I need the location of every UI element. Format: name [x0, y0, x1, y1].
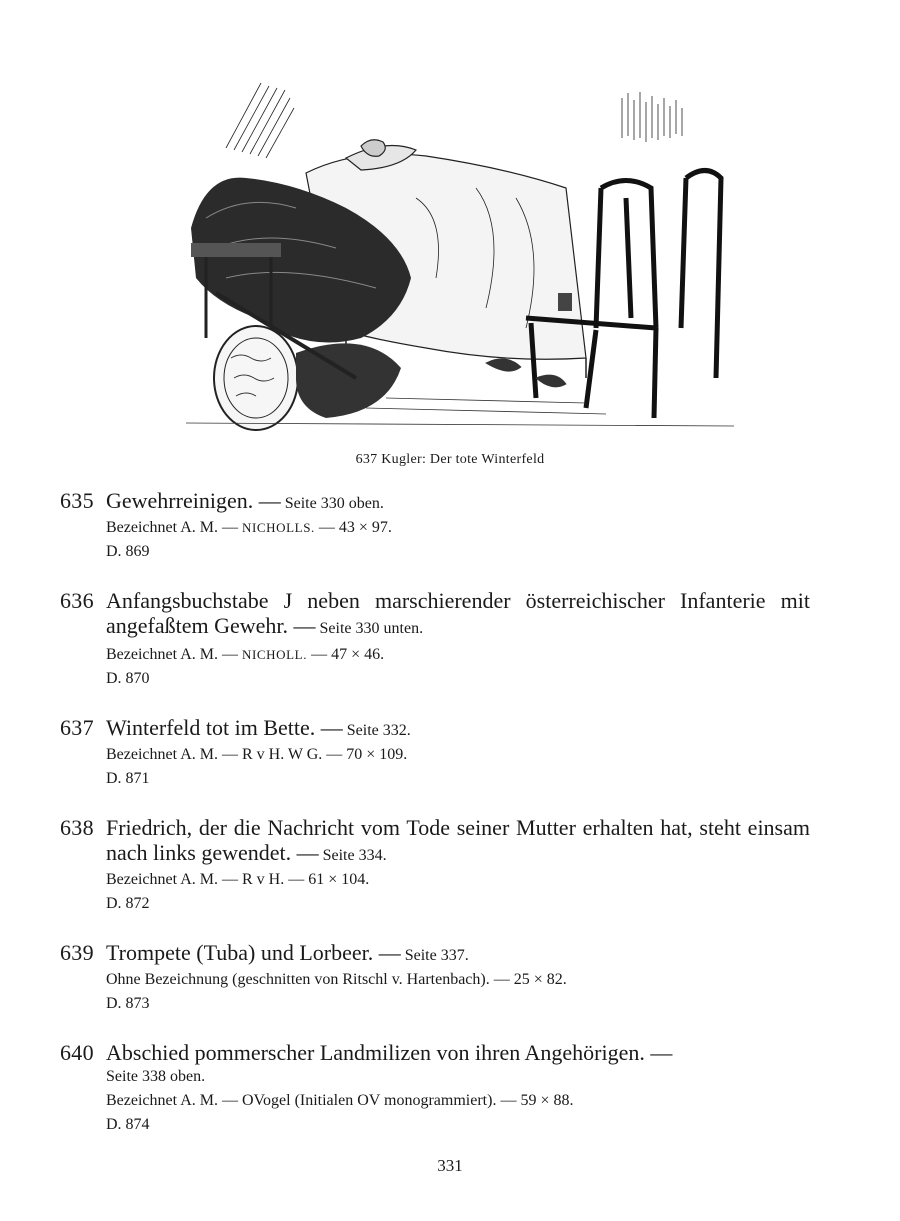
catalog-entry-639 — [60, 940, 810, 1016]
entry-reference: D. 869 — [106, 543, 150, 560]
entry-signature: Ohne Bezeichnung (geschnitten von Ritschl v. Hartenbach). — 25 × 82. — [106, 971, 567, 988]
engraving-dead-winterfeld — [186, 78, 734, 440]
entry-page-ref: Seite 338 oben. — [106, 1068, 206, 1085]
entry-reference: D. 871 — [106, 770, 150, 787]
entry-title: Winterfeld tot im Bette. — — [106, 715, 343, 740]
entry-reference: D. 870 — [106, 670, 150, 687]
wall-hatching — [226, 83, 682, 158]
cup — [558, 293, 572, 311]
entry-reference: D. 874 — [106, 1116, 150, 1133]
entry-title: Gewehrreinigen. — — [106, 488, 281, 513]
entry-number: 635 — [60, 488, 94, 513]
entry-page-ref: Seite 334. — [318, 847, 387, 864]
entry-title: Abschied pommerscher Landmilizen von ihren Angehörigen. — — [106, 1040, 673, 1065]
page-number: 331 — [437, 1156, 463, 1175]
entry-page-ref: Seite 330 oben. — [280, 495, 384, 512]
entry-signature: Bezeichnet A. M. — R v H. — 61 × 104. — [106, 871, 370, 888]
entry-page-ref: Seite 330 unten. — [315, 620, 424, 637]
entry-signature: Bezeichnet A. M. — OVogel (Initialen OV monogrammiert). — 59 × 88. — [106, 1092, 574, 1109]
figure-caption: 637 Kugler: Der tote Winterfeld — [355, 452, 545, 467]
catalog-entry-635 — [60, 488, 810, 564]
entry-number: 639 — [60, 940, 94, 965]
entry-page-ref: Seite 332. — [342, 722, 411, 739]
entry-signature: Bezeichnet A. M. — NICHOLLS. — 43 × 97. — [106, 519, 392, 536]
entry-title: Anfangsbuchstabe J neben marschierender österreichischer Infanterie mit angefaßtem Gewehr. — — [106, 588, 810, 638]
entry-signature: Bezeichnet A. M. — NICHOLL. — 47 × 46. — [106, 646, 385, 663]
entry-reference: D. 872 — [106, 895, 150, 912]
catalog-entry-638 — [60, 815, 810, 916]
entry-reference: D. 873 — [106, 995, 150, 1012]
entry-number: 636 — [60, 588, 94, 613]
catalog-entry-636 — [60, 588, 810, 691]
entry-signature: Bezeichnet A. M. — R v H. W G. — 70 × 109. — [106, 746, 408, 763]
entry-title: Trompete (Tuba) und Lorbeer. — — [106, 940, 401, 965]
entry-number: 638 — [60, 815, 94, 840]
catalog-entry-640 — [60, 1040, 810, 1137]
illustration — [186, 78, 734, 440]
catalog-entry-637 — [60, 715, 810, 791]
entry-number: 637 — [60, 715, 94, 740]
entry-title: Friedrich, der die Nachricht vom Tode seiner Mutter erhalten hat, steht einsam nach links gewendet. — — [106, 815, 810, 865]
entry-page-ref: Seite 337. — [400, 947, 469, 964]
catalog-entries — [60, 488, 810, 1161]
entry-number: 640 — [60, 1040, 94, 1065]
